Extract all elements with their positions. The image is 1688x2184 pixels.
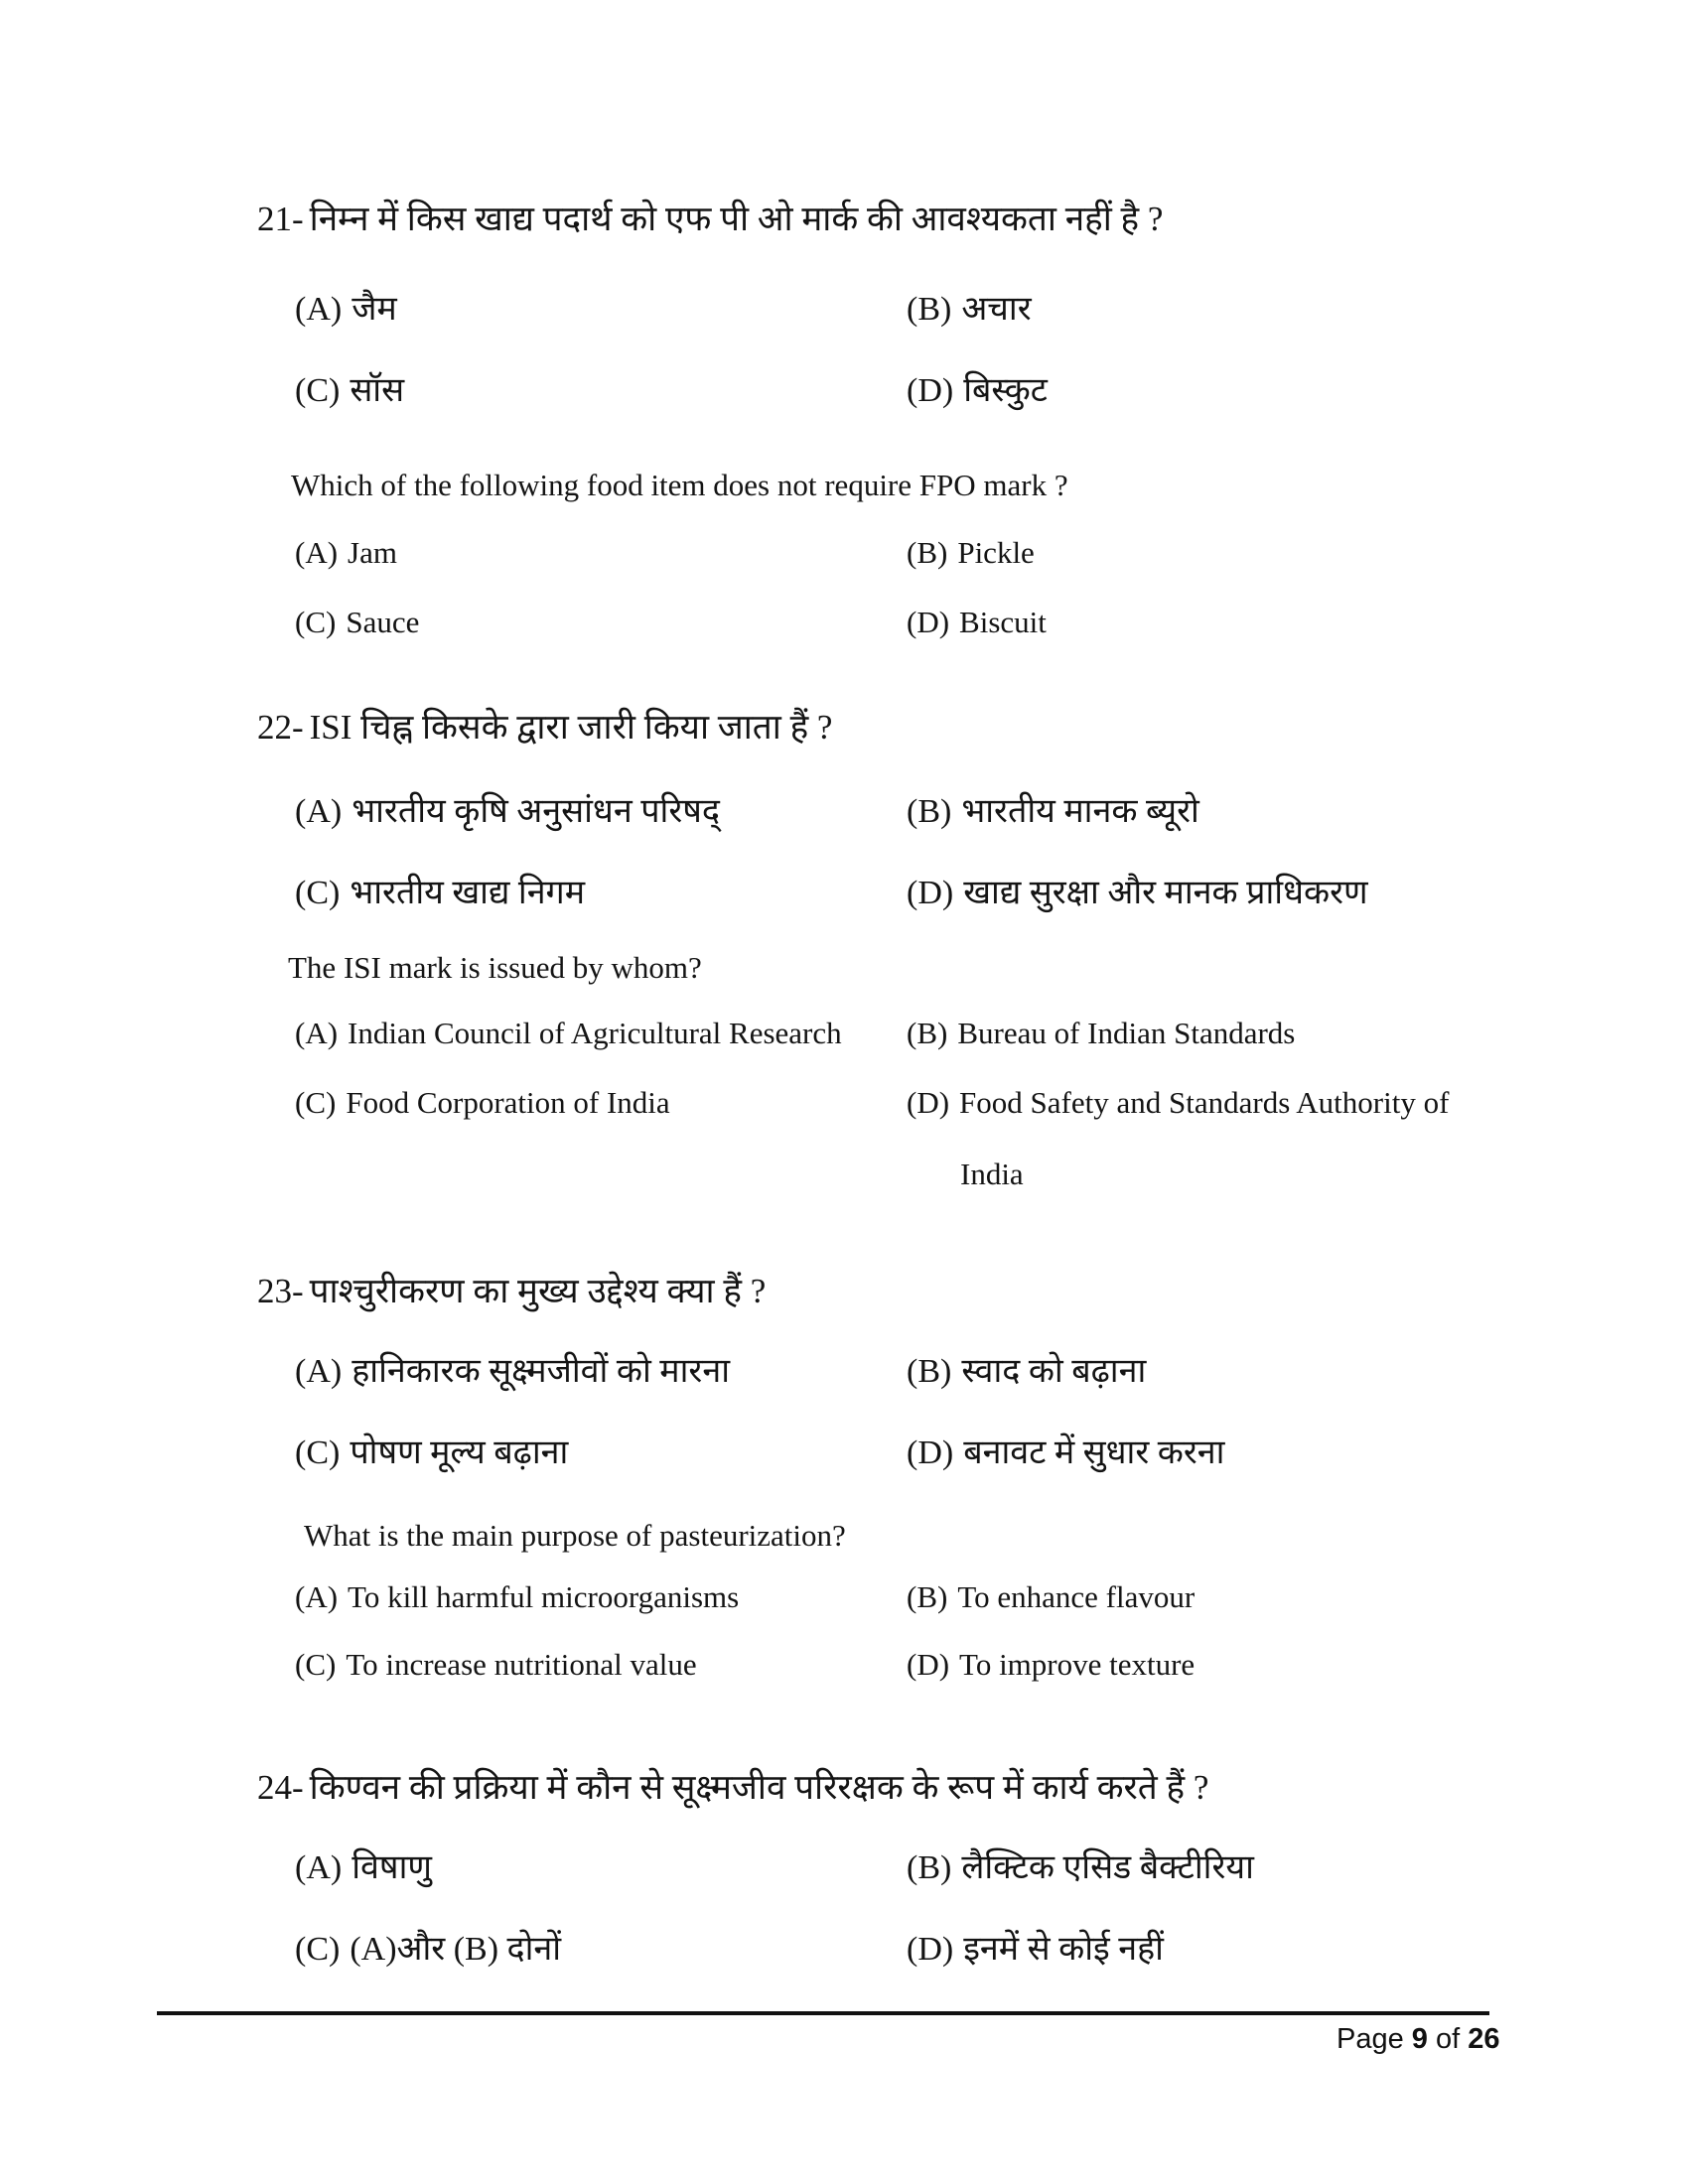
question-22-english-options-row-1 xyxy=(295,1015,1295,1051)
question-22-english: The ISI mark is issued by whom? xyxy=(288,950,702,985)
option-b: (B) Pickle xyxy=(907,535,1035,570)
question-22-hindi-options-row-1 xyxy=(295,792,1199,833)
question-22-hindi-options-row-2 xyxy=(295,874,1368,914)
option-b: (B) स्वाद को बढ़ाना xyxy=(907,1353,1147,1390)
option-b: (B) To enhance flavour xyxy=(907,1579,1196,1614)
option-c: (C) सॉस xyxy=(295,372,405,409)
question-23-english: What is the main purpose of pasteurization? xyxy=(304,1518,846,1553)
question-21-hindi xyxy=(257,199,1163,240)
option-b: (B) अचार xyxy=(907,291,1032,328)
option-b: (B) भारतीय मानक ब्यूरो xyxy=(907,793,1199,830)
footer-page-word: Page xyxy=(1336,2023,1404,2055)
option-d: (D) इनमें से कोई नहीं xyxy=(907,1931,1164,1968)
question-24-number: 24- xyxy=(257,1768,304,1807)
question-23-english-options-row-2 xyxy=(295,1646,1195,1683)
option-c: (C) Sauce xyxy=(295,605,420,639)
question-24-hindi xyxy=(257,1767,1208,1809)
question-21-english-options-row-2 xyxy=(295,604,1047,640)
question-22-number: 22- xyxy=(257,708,304,747)
option-b: (B) Bureau of Indian Standards xyxy=(907,1016,1296,1050)
footer-of-word: of xyxy=(1436,2023,1461,2055)
question-23-english-options-row-1 xyxy=(295,1578,1195,1615)
question-23-hindi-options-row-2 xyxy=(295,1433,1224,1474)
question-21-english-options-row-1 xyxy=(295,534,1035,571)
question-24-hindi-options-row-2 xyxy=(295,1930,1164,1971)
question-24-hindi-text: किण्वन की प्रक्रिया में कौन से सूक्ष्मजीव परिरक्षक के रूप में कार्य करते हैं ? xyxy=(309,1768,1209,1807)
page-number-footer xyxy=(1336,2023,1500,2056)
question-23-hindi-text: पाश्चुरीकरण का मुख्य उद्देश्य क्या हैं ? xyxy=(309,1272,767,1310)
option-c: (C) Food Corporation of India xyxy=(295,1085,670,1120)
option-b: (B) लैक्टिक एसिड बैक्टीरिया xyxy=(907,1849,1254,1886)
option-a: (A) Jam xyxy=(295,535,397,570)
option-c: (C) (A)और (B) दोनों xyxy=(295,1931,562,1968)
footer-divider-line xyxy=(157,2011,1489,2015)
question-21-number: 21- xyxy=(257,200,304,238)
option-d: (D) Biscuit xyxy=(907,605,1047,639)
question-21-english: Which of the following food item does not require FPO mark ? xyxy=(291,468,1068,502)
option-a: (A) विषाणु xyxy=(295,1849,432,1886)
option-d-continuation: India xyxy=(960,1157,1024,1191)
question-22-hindi-text: ISI चिह्न किसके द्वारा जारी किया जाता हैं ? xyxy=(309,708,833,747)
question-22-hindi xyxy=(257,707,832,749)
option-a: (A) भारतीय कृषि अनुसांधन परिषद् xyxy=(295,793,720,830)
option-a: (A) Indian Council of Agricultural Research xyxy=(295,1016,842,1050)
option-c: (C) To increase nutritional value xyxy=(295,1647,697,1682)
option-d: (D) बिस्कुट xyxy=(907,372,1048,409)
option-d: (D) बनावट में सुधार करना xyxy=(907,1434,1225,1471)
question-24-hindi-options-row-1 xyxy=(295,1848,1254,1889)
footer-total-pages: 26 xyxy=(1468,2023,1500,2055)
question-21-hindi-options-row-2 xyxy=(295,371,1048,412)
option-d: (D) Food Safety and Standards Authority of xyxy=(907,1085,1450,1120)
question-23-number: 23- xyxy=(257,1272,304,1310)
option-a: (A) हानिकारक सूक्ष्मजीवों को मारना xyxy=(295,1353,731,1390)
question-21-hindi-options-row-1 xyxy=(295,290,1032,331)
question-23-hindi-options-row-1 xyxy=(295,1352,1146,1393)
option-d: (D) खाद्य सुरक्षा और मानक प्राधिकरण xyxy=(907,875,1368,911)
option-c: (C) पोषण मूल्य बढ़ाना xyxy=(295,1434,569,1471)
footer-page-number: 9 xyxy=(1411,2023,1428,2055)
option-a: (A) जैम xyxy=(295,291,397,328)
option-d: (D) To improve texture xyxy=(907,1647,1196,1682)
question-21-hindi-text: निम्न में किस खाद्य पदार्थ को एफ पी ओ मार्क की आवश्यकता नहीं है ? xyxy=(309,200,1164,238)
question-22-english-options-row-2 xyxy=(295,1084,1449,1121)
option-c: (C) भारतीय खाद्य निगम xyxy=(295,875,586,911)
option-a: (A) To kill harmful microorganisms xyxy=(295,1579,740,1614)
question-23-hindi xyxy=(257,1271,766,1312)
